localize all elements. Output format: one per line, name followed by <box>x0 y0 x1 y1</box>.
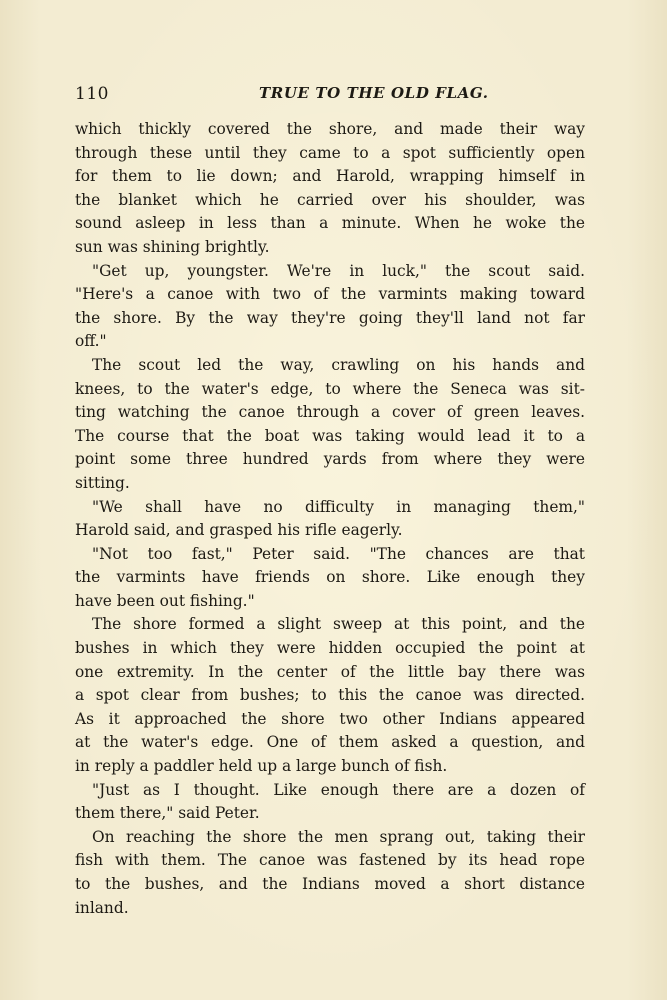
running-head <box>75 84 587 108</box>
text-line: a spot clear from bushes; to this the canoe was directed. <box>75 686 585 705</box>
text-line: As it approached the shore two other Indians appeared <box>75 709 585 728</box>
text-line: sun was shining brightly. <box>75 237 270 256</box>
text-line: in reply a paddler held up a large bunch of fish. <box>75 757 448 776</box>
text-line: which thickly covered the shore, and made their way <box>75 120 585 138</box>
running-title: TRUE TO THE OLD FLAG. <box>259 84 489 102</box>
text-line: "Just as I thought. Like enough there are a dozen of <box>92 780 585 799</box>
text-line: "Get up, youngster. We're in luck," the scout said. <box>92 261 585 280</box>
text-line: the shore. By the way they're going they'll land not far <box>75 308 585 327</box>
text-line: "Here's a canoe with two of the varmints making toward <box>75 285 585 304</box>
text-line: inland. <box>75 898 129 917</box>
text-line: sitting. <box>75 473 130 492</box>
text-line: them there," said Peter. <box>75 804 260 823</box>
text-line: one extremity. In the center of the little bay there was <box>75 662 585 681</box>
text-line: have been out fishing." <box>75 591 255 610</box>
text-line: at the water's edge. One of them asked a question, and <box>75 733 585 752</box>
text-line: point some three hundred yards from where they were <box>75 450 585 469</box>
text-line: ting watching the canoe through a cover of green leaves. <box>75 403 585 422</box>
text-line: the varmints have friends on shore. Like enough they <box>75 568 585 587</box>
text-line: Harold said, and grasped his rifle eagerly. <box>75 521 403 540</box>
body-text <box>75 118 585 920</box>
text-line: bushes in which they were hidden occupied the point at <box>75 639 585 658</box>
text-line: to the bushes, and the Indians moved a short distance <box>75 875 585 893</box>
page-number: 110 <box>75 84 109 104</box>
text-line: fish with them. The canoe was fastened by its head rope <box>75 851 585 870</box>
text-line: sound asleep in less than a minute. When he woke the <box>75 214 585 233</box>
text-line: The shore formed a slight sweep at this point, and the <box>92 615 585 634</box>
text-line: for them to lie down; and Harold, wrapping himself in <box>75 167 585 186</box>
text-line: "Not too fast," Peter said. "The chances are that <box>92 544 585 563</box>
text-line: The scout led the way, crawling on his hands and <box>92 355 585 374</box>
text-line: "We shall have no difficulty in managing them," <box>92 497 585 516</box>
text-line: knees, to the water's edge, to where the Seneca was sit- <box>75 379 585 398</box>
text-line: off." <box>75 332 107 351</box>
text-line: On reaching the shore the men sprang out, taking their <box>92 827 585 846</box>
text-line: through these until they came to a spot sufficiently open <box>75 143 585 162</box>
text-line: the blanket which he carried over his shoulder, was <box>75 190 585 209</box>
text-line: The course that the boat was taking would lead it to a <box>75 426 585 445</box>
